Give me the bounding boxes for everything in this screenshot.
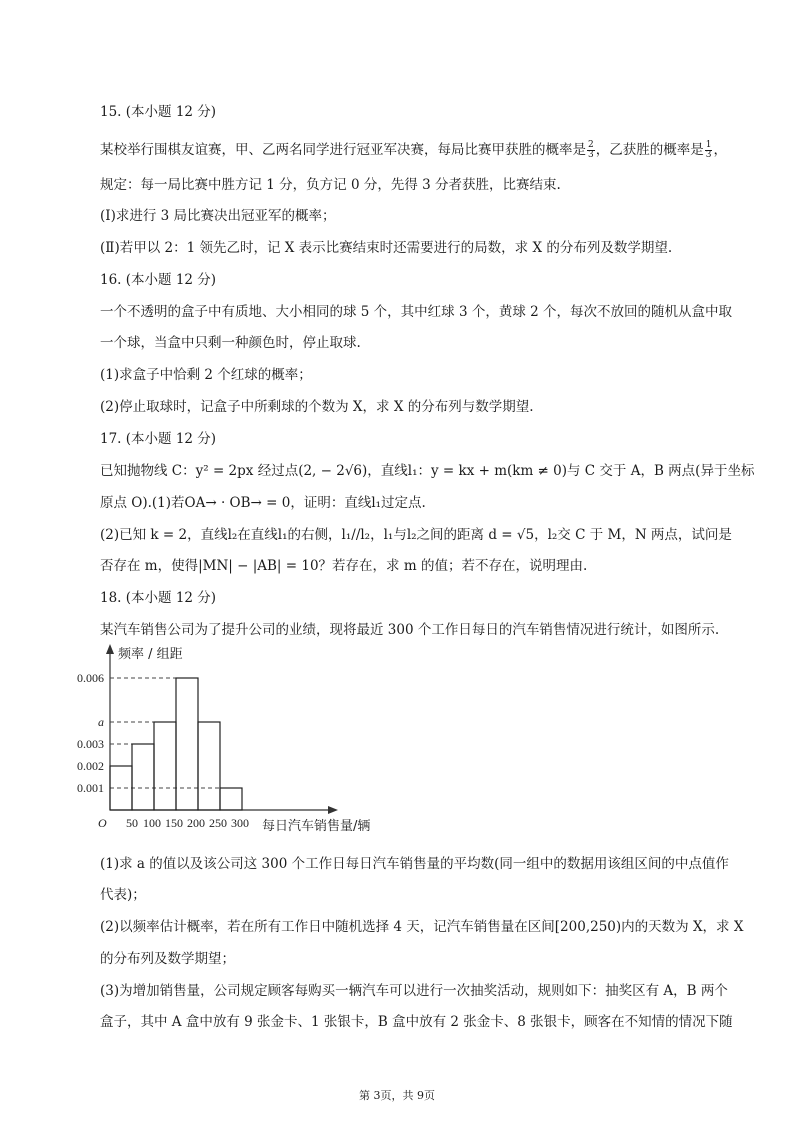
q15-statement-line1 bbox=[100, 141, 727, 160]
q15-statement-line2: 规定：每一局比赛中胜方记 1 分，负方记 0 分，先得 3 分者获胜，比赛结束. bbox=[100, 177, 561, 193]
q18-part1-b: 代表)； bbox=[100, 887, 146, 903]
q16-part2: (2)停止取球时，记盒子中所剩球的个数为 X，求 X 的分布列与数学期望. bbox=[100, 399, 534, 415]
page-footer: 第 3页，共 9页 bbox=[359, 1089, 435, 1102]
y-tick-label-2: 0.003 bbox=[77, 737, 104, 751]
x-tick-label-5: 300 bbox=[231, 816, 249, 830]
q18-part2-a: (2)以频率估计概率，若在所有工作日中随机选择 4 天，记汽车销售量在区间[200,250)内的天数为 X，求 X bbox=[100, 919, 744, 935]
q15-line1-c: ， bbox=[713, 142, 727, 158]
q15-line1-a: 某校举行围棋友谊赛，甲、乙两名同学进行冠亚军决赛，每局比赛甲获胜的概率是 bbox=[100, 142, 586, 158]
fraction-one-third bbox=[705, 141, 713, 160]
chart-root bbox=[77, 644, 370, 834]
x-tick-label-3: 200 bbox=[187, 816, 205, 830]
frac2-denominator: 3 bbox=[705, 150, 712, 160]
x-tick-label-4: 250 bbox=[209, 816, 227, 830]
q17-line4: 否存在 m，使得|MN| − |AB| = 10？若存在，求 m 的值；若不存在，说明理由. bbox=[100, 558, 588, 574]
q15-part1: (Ⅰ)求进行 3 局比赛决出冠亚军的概率； bbox=[100, 208, 336, 224]
x-tick-label-2: 150 bbox=[165, 816, 183, 830]
q15-line1-b: ，乙获胜的概率是 bbox=[595, 142, 704, 158]
y-tick-label-1: 0.002 bbox=[77, 759, 104, 773]
histogram-bar-3 bbox=[176, 678, 198, 810]
y-tick-label-4: 0.006 bbox=[77, 671, 104, 685]
q17-line3: (2)已知 k = 2，直线l₂在直线l₁的右侧，l₁//l₂，l₁与l₂之间的距离 d = √5，l₂交 C 于 M，N 两点，试问是 bbox=[100, 527, 732, 543]
q18-intro: 某汽车销售公司为了提升公司的业绩，现将最近 300 个工作日每日的汽车销售情况进行统计，如图所示. bbox=[100, 622, 720, 638]
x-axis-arrow bbox=[328, 806, 338, 814]
histogram-bar-5 bbox=[220, 788, 242, 810]
y-axis-arrow bbox=[106, 644, 114, 654]
y-tick-label-3: a bbox=[98, 715, 104, 729]
histogram-bar-1 bbox=[132, 744, 154, 810]
q17-line1: 已知抛物线 C：y² = 2px 经过点(2, − 2√6)，直线l₁：y = kx + m(km ≠ 0)与 C 交于 A，B 两点(异于坐标 bbox=[100, 463, 755, 479]
y-tick-label-0: 0.001 bbox=[77, 781, 104, 795]
q16-line1: 一个不透明的盒子中有质地、大小相同的球 5 个，其中红球 3 个，黄球 2 个，每次不放回的随机从盒中取 bbox=[100, 304, 733, 320]
frac2-numerator: 1 bbox=[705, 140, 712, 150]
frac1-denominator: 3 bbox=[588, 150, 594, 160]
q15-part2: (Ⅱ)若甲以 2：1 领先乙时，记 X 表示比赛结束时还需要进行的局数，求 X 的分布列及数学期望. bbox=[100, 240, 673, 256]
q16-header: 16. (本小题 12 分) bbox=[100, 272, 217, 288]
q16-line2: 一个球，当盒中只剩一种颜色时，停止取球. bbox=[100, 335, 361, 351]
histogram-bar-4 bbox=[198, 722, 220, 810]
q16-part1: (1)求盒子中恰剩 2 个红球的概率； bbox=[100, 367, 312, 383]
q17-header: 17. (本小题 12 分) bbox=[100, 431, 217, 447]
frequency-histogram bbox=[60, 640, 430, 840]
y-axis-title: 频率 / 组距 bbox=[118, 647, 183, 662]
x-tick-label-1: 100 bbox=[143, 816, 161, 830]
x-axis-title: 每日汽车销售量/辆 bbox=[262, 819, 371, 834]
q17-line2: 原点 O).(1)若OA→ · OB→ = 0，证明：直线l₁过定点. bbox=[100, 495, 426, 511]
histogram-bar-2 bbox=[154, 722, 176, 810]
origin-label: O bbox=[98, 816, 107, 830]
q15-header: 15. (本小题 12 分) bbox=[100, 104, 217, 120]
q18-part1-a: (1)求 a 的值以及该公司这 300 个工作日每日汽车销售量的平均数(同一组中的数据用该组区间的中点值作 bbox=[100, 856, 729, 872]
q18-header: 18. (本小题 12 分) bbox=[100, 590, 217, 606]
q18-part3-b: 盒子，其中 A 盒中放有 9 张金卡、1 张银卡，B 盒中放有 2 张金卡、8 张银卡，顾客在不知情的情况下随 bbox=[100, 1014, 733, 1030]
q18-part2-b: 的分布列及数学期望； bbox=[100, 951, 235, 967]
q18-part3-a: (3)为增加销售量，公司规定顾客每购买一辆汽车可以进行一次抽奖活动，规则如下：抽奖区有 A，B 两个 bbox=[100, 983, 728, 999]
fraction-two-thirds bbox=[587, 141, 595, 160]
x-tick-label-0: 50 bbox=[126, 816, 138, 830]
frac1-numerator: 2 bbox=[588, 140, 594, 150]
